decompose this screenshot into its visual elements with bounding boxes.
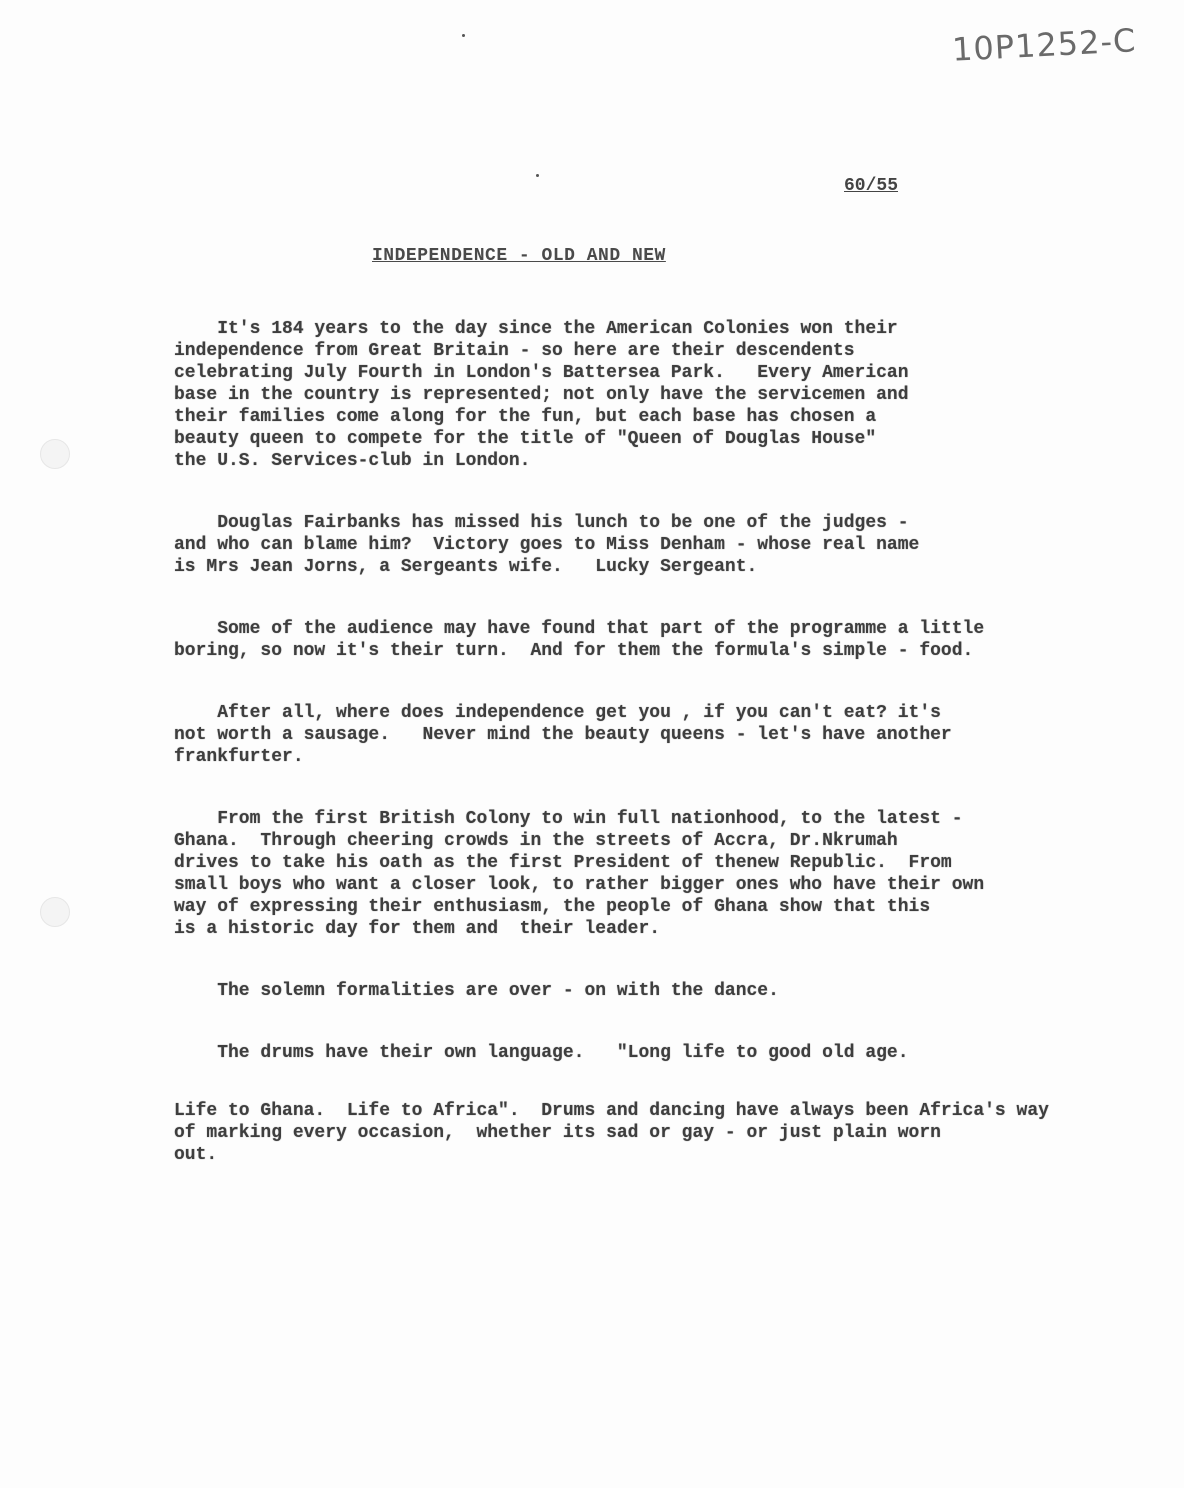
paragraph: It's 184 years to the day since the American Colonies won their independence from Great Britain - so here are their descendents celebrating July Fourth in London's Battersea Park. Every American base in the country is represented; not only have the servicemen and their families come along for the fun, but each base has chosen a beauty queen to compete for the title of "Queen of Douglas House" the U.S. Services-club in London. bbox=[174, 319, 909, 471]
ink-speck bbox=[462, 34, 465, 37]
paragraph: Life to Ghana. Life to Africa". Drums and dancing have always been Africa's way of marking every occasion, whether its sad or gay - or just plain worn out. bbox=[174, 1101, 1049, 1165]
handwritten-reference-number: 10P1252-C bbox=[951, 21, 1138, 69]
paragraph: Some of the audience may have found that part of the programme a little boring, so now it's their turn. And for them the formula's simple - food. bbox=[174, 619, 985, 661]
paragraph: After all, where does independence get you , if you can't eat? it's not worth a sausage. Never mind the beauty queens - let's have another frankfurter. bbox=[174, 703, 952, 767]
paragraph: The solemn formalities are over - on with the dance. bbox=[174, 981, 779, 1001]
ink-speck bbox=[536, 174, 539, 177]
punch-hole bbox=[40, 439, 70, 469]
document-number: 60/55 bbox=[844, 176, 899, 196]
document-body bbox=[174, 318, 1124, 1166]
punch-hole bbox=[40, 897, 70, 927]
paragraph: The drums have their own language. "Long life to good old age. bbox=[174, 1043, 909, 1063]
document-title: INDEPENDENCE - OLD AND NEW bbox=[372, 246, 666, 266]
paragraph: Douglas Fairbanks has missed his lunch to be one of the judges - and who can blame him? Victory goes to Miss Denham - whose real name is Mrs Jean Jorns, a Sergeants wife. Lucky Sergeant. bbox=[174, 513, 920, 577]
paragraph: From the first British Colony to win full nationhood, to the latest - Ghana. Through cheering crowds in the streets of Accra, Dr.Nkrumah drives to take his oath as the first President of thenew Republic. From small boys who want a closer look, to rather bigger ones who have their own way of expressing their enthusiasm, the people of Ghana show that this is a historic day for them and their leader. bbox=[174, 809, 985, 939]
